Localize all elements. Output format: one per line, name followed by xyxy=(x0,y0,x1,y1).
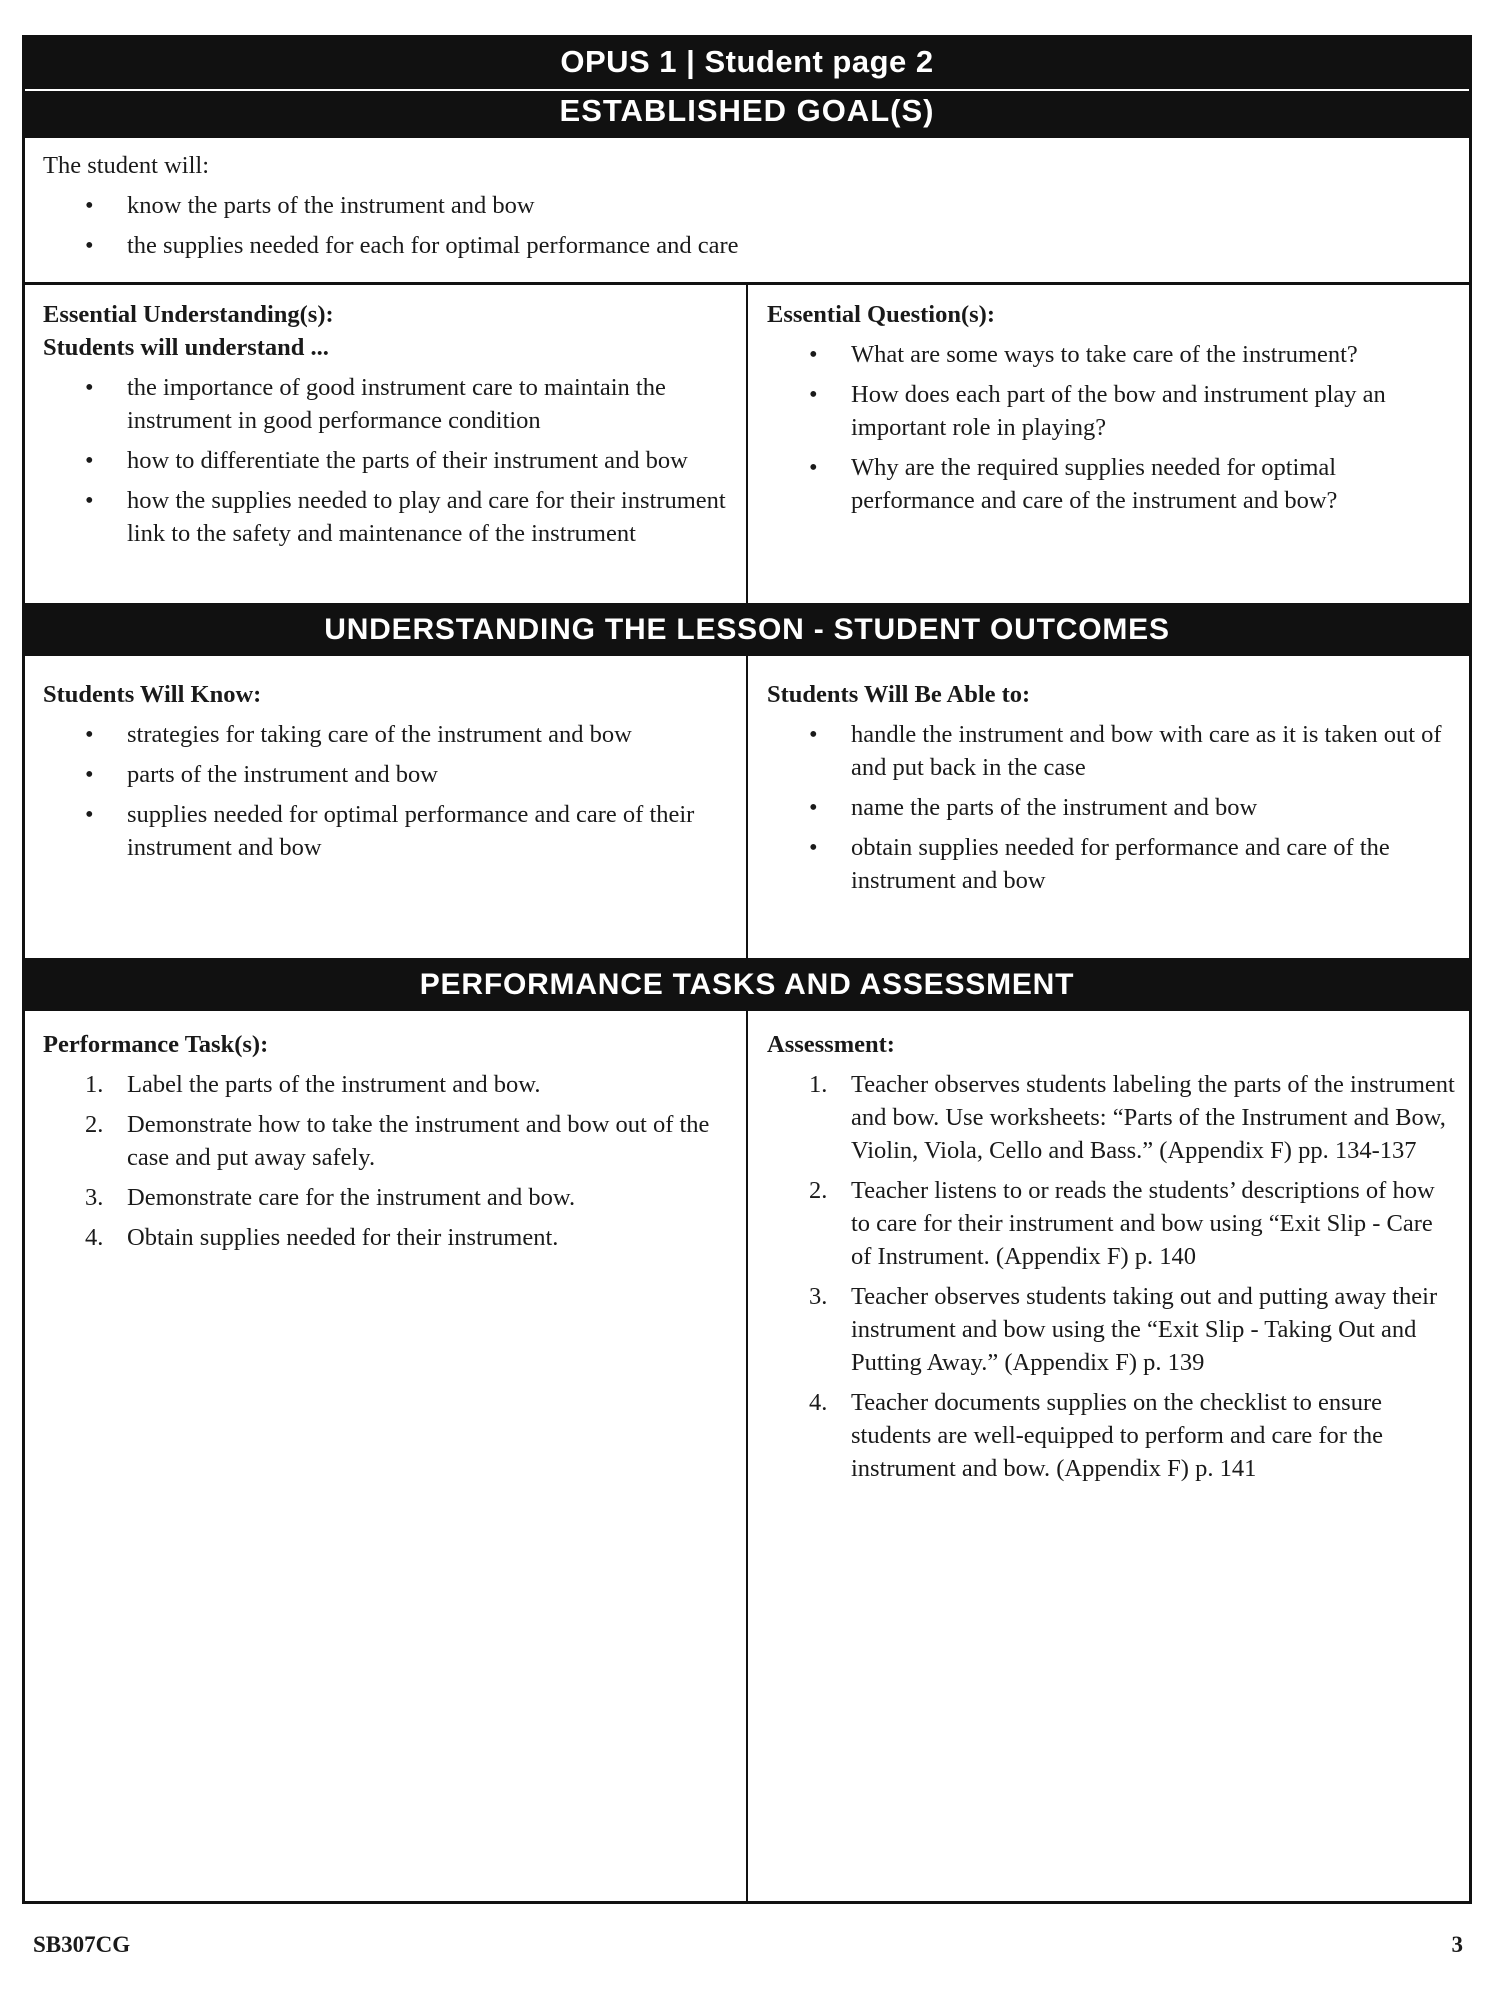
item-number: 2. xyxy=(809,1177,828,1204)
header-bar xyxy=(25,38,1469,138)
questions-list xyxy=(767,338,1457,517)
bullet-icon: • xyxy=(809,721,818,748)
item-number: 4. xyxy=(85,1224,104,1251)
footer-code: SB307CG xyxy=(33,1932,131,1957)
list-item: • How does each part of the bow and instrument play an important role in playing? xyxy=(767,378,1457,444)
item-number: 3. xyxy=(809,1283,828,1310)
list-item: • parts of the instrument and bow xyxy=(43,758,743,791)
column-divider xyxy=(746,656,748,961)
list-item: • handle the instrument and bow with care as it is taken out of and put back in the case xyxy=(767,718,1457,784)
bullet-icon: • xyxy=(809,794,818,821)
list-item: 4. Obtain supplies needed for their instrument. xyxy=(43,1221,743,1254)
bullet-icon: • xyxy=(809,381,818,408)
list-item: • supplies needed for optimal performance and care of their instrument and bow xyxy=(43,798,743,864)
list-item: • know the parts of the instrument and bow xyxy=(43,189,1443,222)
understanding-list xyxy=(43,371,743,550)
column-divider xyxy=(746,285,748,603)
list-item: • name the parts of the instrument and bow xyxy=(767,791,1457,824)
bullet-icon: • xyxy=(85,487,94,514)
bullet-icon: • xyxy=(85,192,94,219)
assessment-heading: Assessment: xyxy=(767,1031,895,1058)
item-number: 2. xyxy=(85,1111,104,1138)
list-item: • how to differentiate the parts of their instrument and bow xyxy=(43,444,743,477)
know-list xyxy=(43,718,743,864)
know-cell xyxy=(43,678,743,864)
item-number: 1. xyxy=(809,1071,828,1098)
list-item: 3. Demonstrate care for the instrument and bow. xyxy=(43,1181,743,1214)
able-heading: Students Will Be Able to: xyxy=(767,681,1031,708)
list-item: • the supplies needed for each for optimal performance and care xyxy=(43,229,1443,262)
list-item: 1. Label the parts of the instrument and bow. xyxy=(43,1068,743,1101)
able-cell xyxy=(767,678,1457,897)
assessment-list xyxy=(767,1068,1457,1485)
list-item: • obtain supplies needed for performance and care of the instrument and bow xyxy=(767,831,1457,897)
bullet-icon: • xyxy=(809,341,818,368)
list-item: • What are some ways to take care of the instrument? xyxy=(767,338,1457,371)
tasks-cell xyxy=(43,1028,743,1254)
item-number: 4. xyxy=(809,1389,828,1416)
tasks-list xyxy=(43,1068,743,1254)
questions-heading: Essential Question(s): xyxy=(767,301,996,328)
goals-cell xyxy=(43,149,1443,262)
page-title: OPUS 1 | Student page 2 xyxy=(560,44,934,79)
list-item: • strategies for taking care of the instrument and bow xyxy=(43,718,743,751)
column-divider xyxy=(746,1011,748,1904)
bullet-icon: • xyxy=(85,721,94,748)
list-item: 1. Teacher observes students labeling the parts of the instrument and bow. Use worksheets: “Parts of the Instrument and Bow, Violin, Viola, Cello and Bass.” (Appendix F) pp. 134-137 xyxy=(767,1068,1457,1167)
bullet-icon: • xyxy=(85,761,94,788)
bullet-icon: • xyxy=(85,232,94,259)
list-item: 3. Teacher observes students taking out and putting away their instrument and bow using the “Exit Slip - Taking Out and Putting Away.” (Appendix F) p. 139 xyxy=(767,1280,1457,1379)
questions-cell xyxy=(767,298,1457,517)
header-divider xyxy=(25,89,1469,91)
understanding-heading: Essential Understanding(s): xyxy=(43,301,334,328)
item-number: 1. xyxy=(85,1071,104,1098)
tasks-heading: Performance Task(s): xyxy=(43,1031,269,1058)
section-title-goals: ESTABLISHED GOAL(S) xyxy=(559,93,935,128)
assessment-cell xyxy=(767,1028,1457,1485)
tasks-bar: PERFORMANCE TASKS AND ASSESSMENT xyxy=(25,958,1469,1011)
list-item: • Why are the required supplies needed for optimal performance and care of the instrument and bow? xyxy=(767,451,1457,517)
list-item: 2. Demonstrate how to take the instrument and bow out of the case and put away safely. xyxy=(43,1108,743,1174)
outcomes-bar: UNDERSTANDING THE LESSON - STUDENT OUTCOMES xyxy=(25,603,1469,656)
understanding-subheading: Students will understand ... xyxy=(43,334,329,361)
page-number: 3 xyxy=(1451,1932,1463,1957)
understanding-cell xyxy=(43,298,743,550)
list-item: 4. Teacher documents supplies on the checklist to ensure students are well-equipped to perform and care for the instrument and bow. (Appendix F) p. 141 xyxy=(767,1386,1457,1485)
item-number: 3. xyxy=(85,1184,104,1211)
bullet-icon: • xyxy=(809,834,818,861)
list-item: • how the supplies needed to play and care for their instrument link to the safety and maintenance of the instrument xyxy=(43,484,743,550)
bullet-icon: • xyxy=(85,374,94,401)
bullet-icon: • xyxy=(809,454,818,481)
know-heading: Students Will Know: xyxy=(43,681,262,708)
able-list xyxy=(767,718,1457,897)
bullet-icon: • xyxy=(85,447,94,474)
goals-intro: The student will: xyxy=(43,152,210,179)
bullet-icon: • xyxy=(85,801,94,828)
list-item: • the importance of good instrument care to maintain the instrument in good performance condition xyxy=(43,371,743,437)
goals-list xyxy=(43,189,1443,262)
list-item: 2. Teacher listens to or reads the students’ descriptions of how to care for their instrument and bow using “Exit Slip - Care of Instrument. (Appendix F) p. 140 xyxy=(767,1174,1457,1273)
worksheet-frame xyxy=(22,35,1472,1904)
